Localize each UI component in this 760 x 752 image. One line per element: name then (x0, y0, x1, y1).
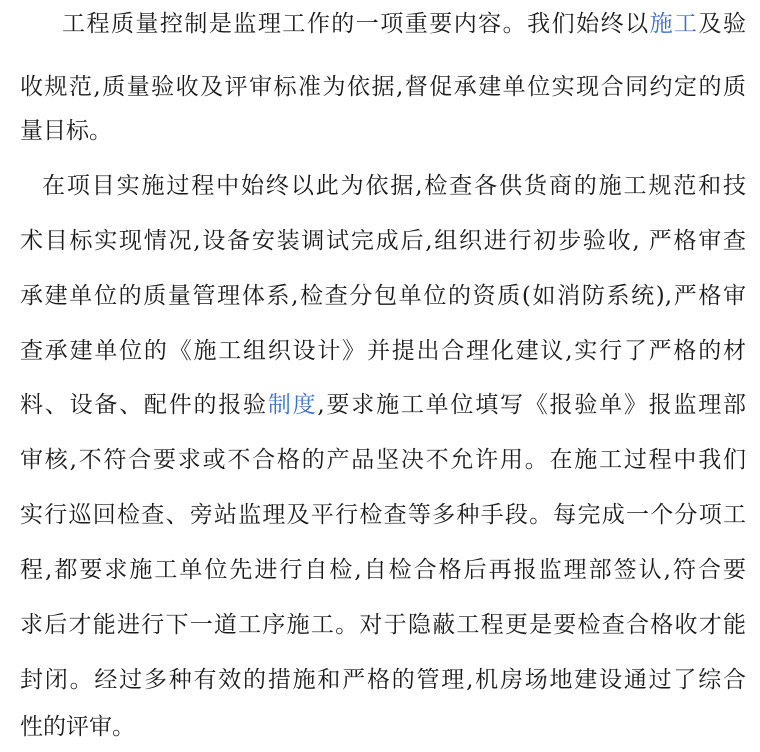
inline-link[interactable]: 施工 (649, 11, 699, 37)
text-segment: 及验 (698, 11, 746, 37)
text-segment: 封闭。经过多种有效的措施和严格的管理,机房场地建设通过了综合 (20, 667, 746, 693)
text-segment: 查承建单位的《施工组织设计》并提出合理化建议,实行了严格的材 (20, 338, 746, 364)
text-segment: 术目标实现情况,设备安装调试完成后,组织进行初步验收, 严格审查 (20, 228, 746, 254)
text-line (20, 605, 746, 645)
text-line (20, 440, 746, 480)
text-line (20, 385, 746, 425)
text-line (20, 67, 746, 107)
text-segment: 量目标。 (20, 118, 112, 144)
text-line (42, 166, 746, 206)
text-line (20, 331, 746, 371)
text-segment: ,要求施工单位填写《报验单》报监理部 (317, 392, 746, 418)
text-segment: 收规范,质量验收及评审标准为依据,督促承建单位实现合同约定的质 (20, 74, 746, 100)
text-line (20, 111, 746, 151)
text-segment: 求后才能进行下一道工序施工。对于隐蔽工程更是要检查合格收才能 (20, 612, 746, 638)
text-segment: 承建单位的质量管理体系,检查分包单位的资质(如消防系统),严格审 (20, 283, 746, 309)
text-segment: 审核,不符合要求或不合格的产品坚决不允许用。在施工过程中我们 (20, 447, 746, 473)
text-segment: 在项目实施过程中始终以此为依据,检查各供货商的施工规范和技 (42, 173, 746, 199)
text-line (20, 221, 746, 261)
text-line (20, 660, 746, 700)
inline-link[interactable]: 制度 (267, 392, 318, 418)
text-segment: 实行巡回检查、旁站监理及平行检查等多种手段。每完成一个分项工 (20, 502, 746, 528)
text-segment: 程,都要求施工单位先进行自检,自检合格后再报监理部签认,符合要 (20, 557, 746, 583)
text-line (20, 550, 746, 590)
text-segment: 料、设备、配件的报验 (20, 392, 268, 418)
text-segment: 工程质量控制是监理工作的一项重要内容。我们始终以 (62, 11, 650, 37)
text-segment: 性的评审。 (20, 714, 135, 740)
text-line (20, 495, 746, 535)
text-line (20, 707, 746, 747)
text-line (20, 276, 746, 316)
text-line (62, 4, 746, 44)
